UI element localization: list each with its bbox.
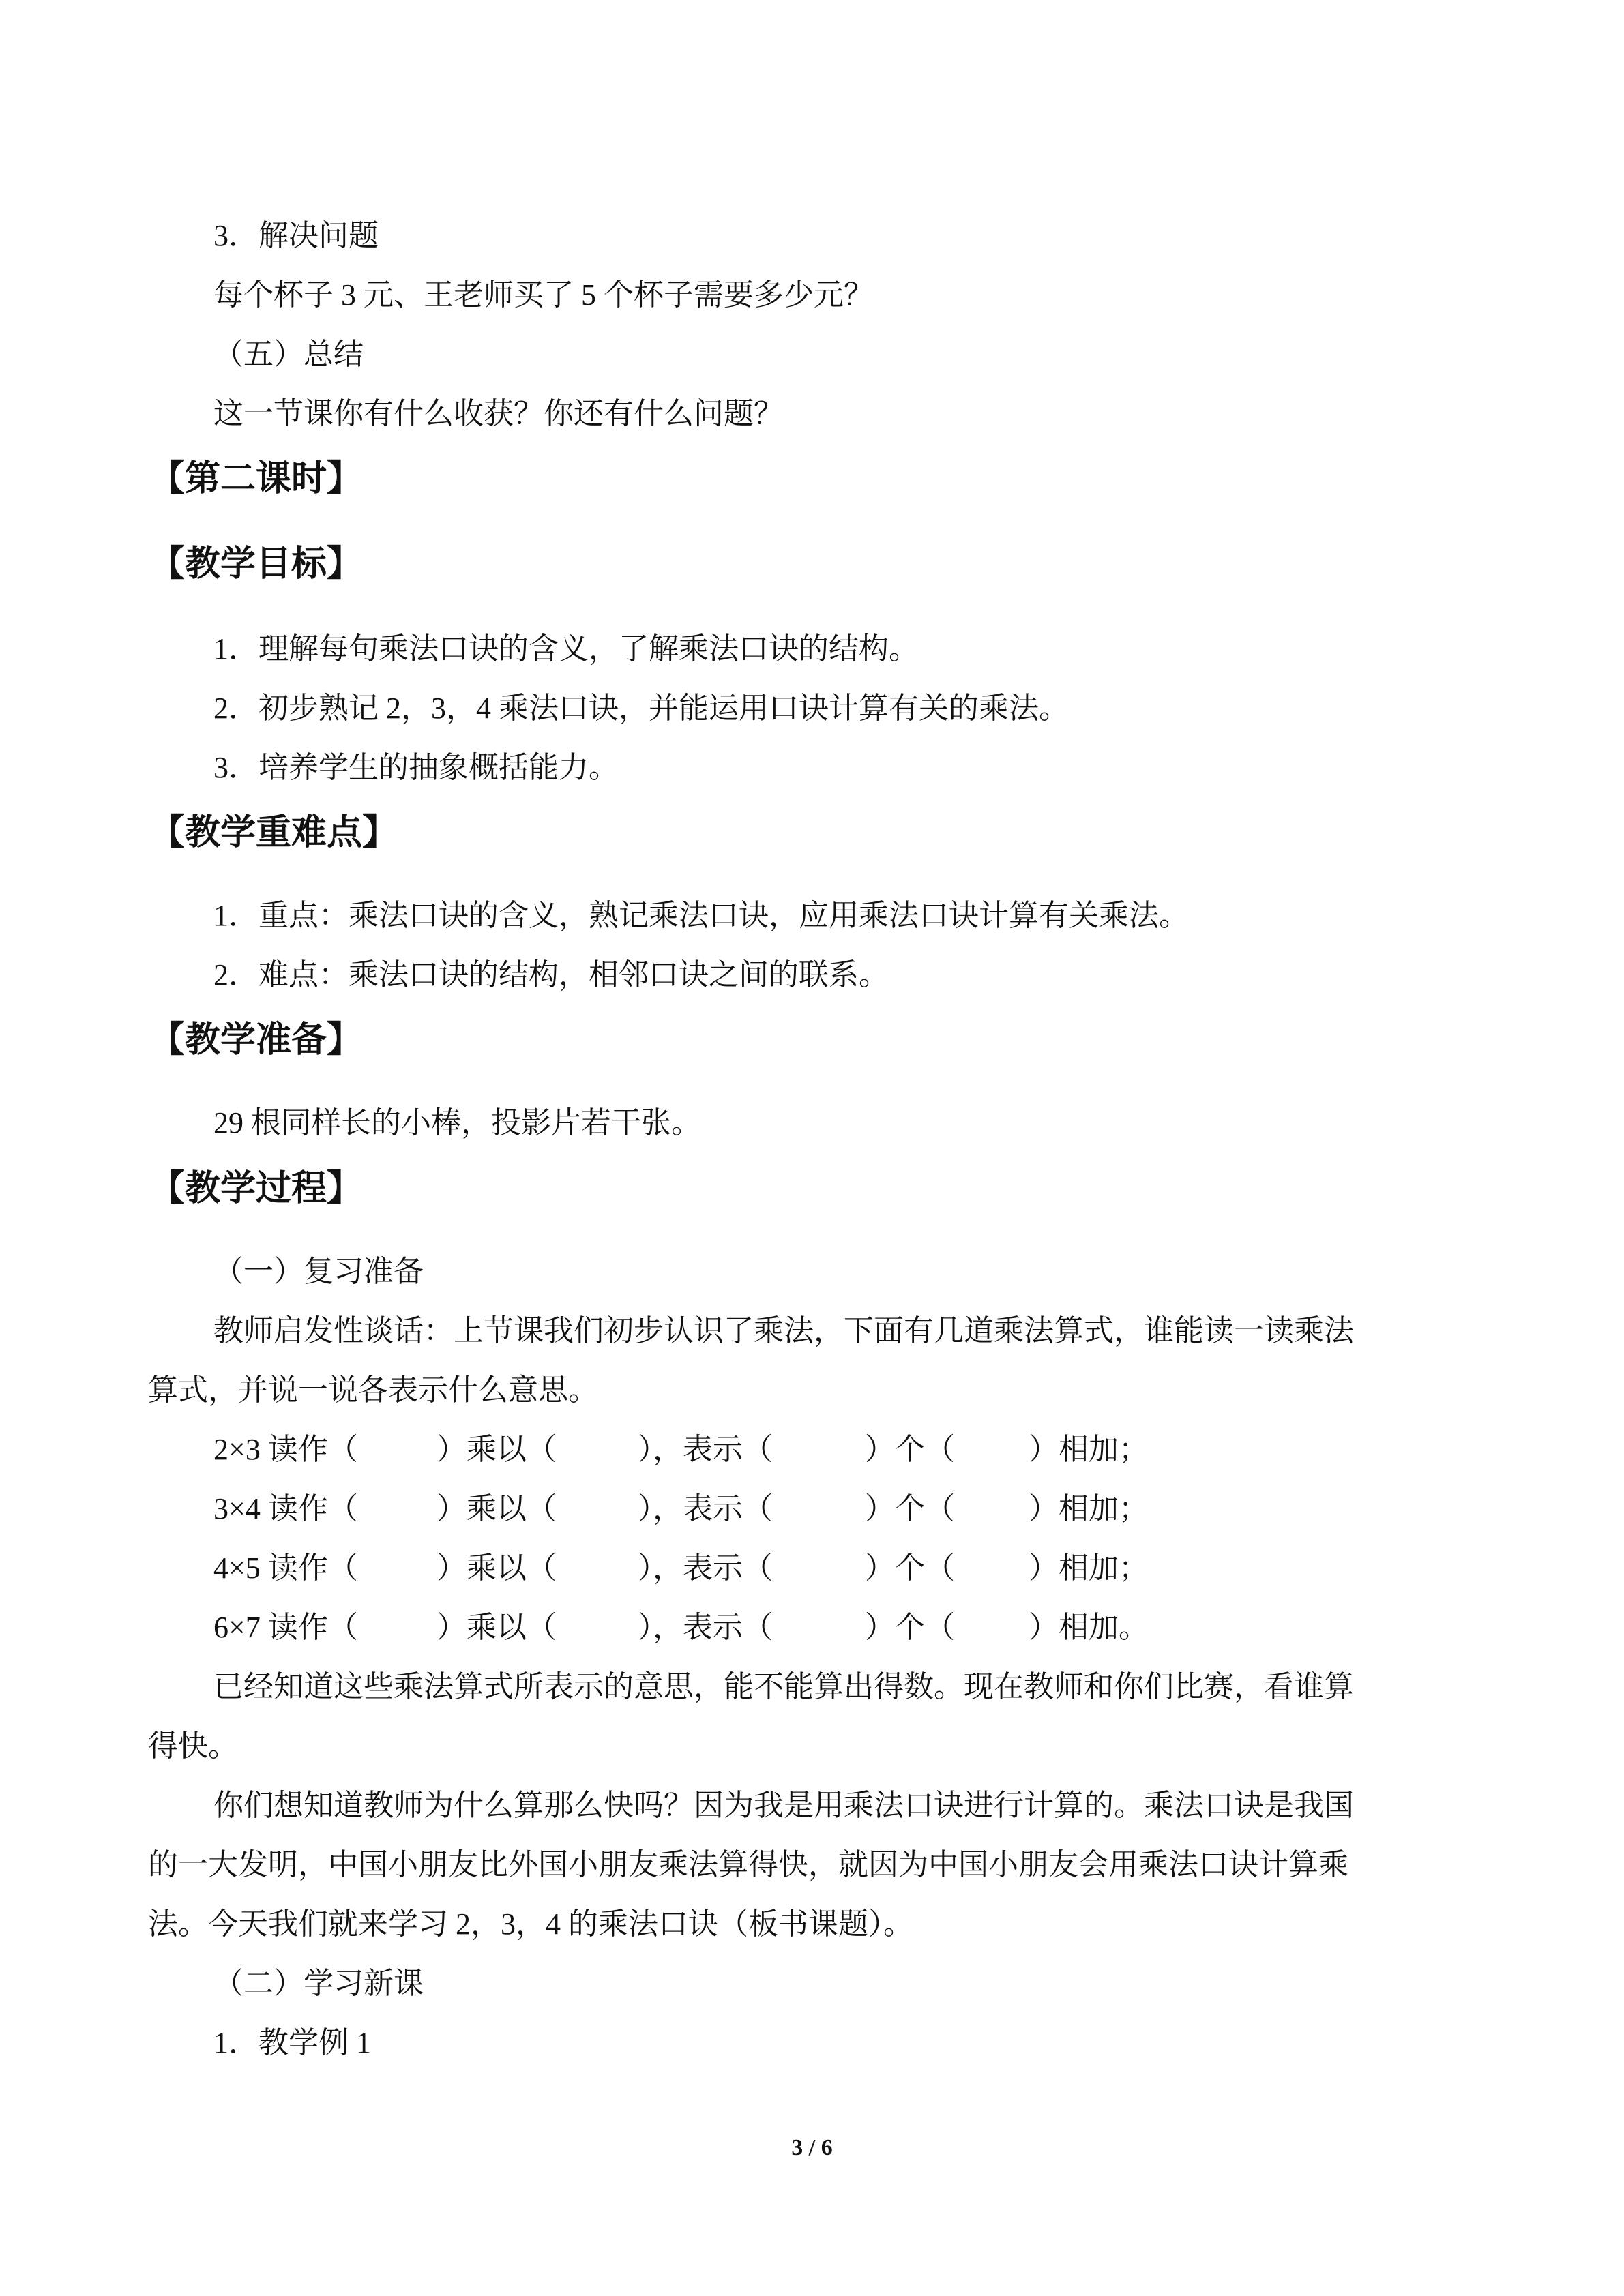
fill-count: ）个（	[865, 1611, 955, 1644]
fill-blank-row-2	[213, 1489, 1168, 1530]
goal-item-3: 3．培养学生的抽象概括能力。	[213, 751, 619, 784]
review-heading: （一）复习准备	[213, 1255, 424, 1288]
fill-mul: ）乘以（	[437, 1611, 557, 1644]
fill-end: ）相加；	[1029, 1492, 1149, 1525]
section-heading-key-points: 【教学重难点】	[149, 812, 398, 853]
paragraph-line: 得快。	[148, 1729, 238, 1763]
section-heading-process: 【教学过程】	[149, 1168, 363, 1209]
paragraph-line: 法。今天我们就来学习 2，3，4 的乘法口诀（板书课题）。	[148, 1907, 913, 1941]
fill-count: ）个（	[865, 1433, 955, 1466]
new-lesson-heading: （二）学习新课	[213, 1967, 424, 2000]
section-heading-goals: 【教学目标】	[149, 543, 363, 584]
problem-text: 每个杯子 3 元、王老师买了 5 个杯子需要多少元？	[213, 278, 874, 312]
fill-show: ），表示（	[638, 1551, 773, 1585]
fill-blank-row-4	[213, 1607, 1168, 1648]
example-heading: 1．教学例 1	[213, 2026, 371, 2059]
fill-show: ），表示（	[638, 1433, 773, 1466]
fill-end: ）相加；	[1029, 1551, 1149, 1585]
fill-blank-row-1	[213, 1429, 1168, 1470]
fill-expr: 2×3 读作（	[213, 1433, 358, 1466]
fill-expr: 3×4 读作（	[213, 1492, 358, 1525]
preparation-text: 29 根同样长的小棒，投影片若干张。	[213, 1106, 701, 1139]
problem-heading: 3．解决问题	[213, 219, 379, 252]
goal-item-2: 2．初步熟记 2，3，4 乘法口诀，并能运用口诀计算有关的乘法。	[213, 691, 1069, 725]
fill-show: ），表示（	[638, 1611, 773, 1644]
section-heading-second-lesson: 【第二课时】	[149, 458, 363, 499]
fill-show: ），表示（	[638, 1492, 773, 1525]
key-point-item-2: 2．难点：乘法口诀的结构，相邻口诀之间的联系。	[213, 958, 889, 992]
paragraph-line: 算式，并说一说各表示什么意思。	[148, 1373, 598, 1407]
fill-end: ）相加。	[1029, 1611, 1149, 1644]
fill-end: ）相加；	[1029, 1433, 1149, 1466]
paragraph-line: 已经知道这些乘法算式所表示的意思，能不能算出得数。现在教师和你们比赛，看谁算	[213, 1670, 1354, 1703]
key-point-item-1: 1．重点：乘法口诀的含义，熟记乘法口诀，应用乘法口诀计算有关乘法。	[213, 899, 1189, 932]
fill-mul: ）乘以（	[437, 1551, 557, 1585]
page-number: 3 / 6	[791, 2135, 833, 2160]
fill-mul: ）乘以（	[437, 1433, 557, 1466]
summary-heading: （五）总结	[213, 338, 364, 371]
fill-count: ）个（	[865, 1551, 955, 1585]
goal-item-1: 1．理解每句乘法口诀的含义，了解乘法口诀的结构。	[213, 632, 919, 666]
fill-expr: 6×7 读作（	[213, 1611, 358, 1644]
paragraph-line: 教师启发性谈话：上节课我们初步认识了乘法，下面有几道乘法算式，谁能读一读乘法	[213, 1314, 1354, 1347]
section-heading-preparation: 【教学准备】	[149, 1019, 363, 1060]
summary-text: 这一节课你有什么收获？你还有什么问题？	[213, 397, 784, 430]
paragraph-line: 的一大发明，中国小朋友比外国小朋友乘法算得快，就因为中国小朋友会用乘法口诀计算乘	[148, 1848, 1348, 1881]
fill-mul: ）乘以（	[437, 1492, 557, 1525]
paragraph-line: 你们想知道教师为什么算那么快吗？因为我是用乘法口诀进行计算的。乘法口诀是我国	[213, 1789, 1354, 1822]
fill-expr: 4×5 读作（	[213, 1551, 358, 1585]
fill-count: ）个（	[865, 1492, 955, 1525]
fill-blank-row-3	[213, 1548, 1168, 1589]
